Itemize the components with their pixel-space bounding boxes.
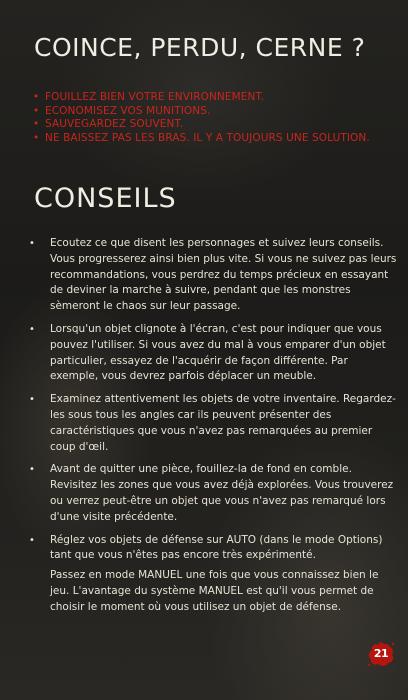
advice-item	[26, 322, 398, 385]
advice-bullet: •	[29, 464, 35, 476]
advice-text: Lorsqu'un objet clignote à l'écran, c'est pour indiquer que vous pouvez l'utiliser. Si vous avez du mal à vous emparer d'un objet particulier, essayez de l'acquérir de façon différente. Par exemple, vous devrez parfois déplacer un meuble.	[50, 322, 386, 383]
advice-bullet: •	[29, 394, 35, 406]
tip-bullet: •	[33, 131, 40, 144]
advice-bullet: •	[29, 238, 35, 249]
advice-text: Ecoutez ce que disent les personnages et suivez leurs conseils. Vous progresserez ainsi bien plus vite. Si vous ne suivez pas leurs recommandations, vous perdrez du temps précieux en essayant de deviner la marche à suivre, pendant que les monstres sèmeront le chaos sur leur passage.	[50, 237, 397, 313]
advice-continuation	[26, 568, 398, 615]
advice-bullet: •	[29, 323, 35, 335]
advice-list	[26, 236, 398, 623]
page-number: 21	[373, 647, 389, 660]
quick-tip	[33, 105, 393, 119]
quick-tip-text: SAUVEGARDEZ SOUVENT.	[45, 118, 184, 130]
quick-tip	[33, 91, 393, 105]
advice-text: Avant de quitter une pièce, fouillez-la de fond en comble. Revisitez les zones que vous avez déjà explorées. Vous trouverez ou verrez peut-être un objet que vous n'avez pas remarqué lors d'une visite précédente.	[50, 463, 394, 523]
quick-tip-text: FOUILLEZ BIEN VOTRE ENVIRONNEMENT.	[45, 91, 265, 103]
advice-text: Examinez attentivement les objets de votre inventaire. Regardez-les sous tous les angles car ils peuvent présenter des caractéristiques que vous n'avez pas remarquées au premier coup d'œil.	[50, 393, 396, 453]
quick-tip-text: NE BAISSEZ PAS LES BRAS. IL Y A TOUJOURS UNE SOLUTION.	[45, 131, 370, 144]
advice-item	[26, 533, 398, 565]
page-title: COINCE, PERDU, CERNE ?	[34, 33, 366, 62]
tip-bullet: •	[33, 91, 40, 103]
page-number-badge	[367, 640, 395, 668]
advice-text: Passez en mode MANUEL une fois que vous connaissez bien le jeu. L'avantage du système MANUEL est qu'il vous permet de choisir le moment où vous utilisez un objet de défense.	[50, 569, 379, 613]
quick-tip	[33, 118, 393, 132]
quick-tip	[33, 132, 393, 146]
advice-bullet: •	[29, 534, 35, 546]
advice-item	[26, 392, 398, 455]
quick-tip-text: ECONOMISEZ VOS MUNITIONS.	[45, 104, 211, 117]
tip-bullet: •	[33, 118, 40, 130]
advice-text: Réglez vos objets de défense sur AUTO (dans le mode Options) tant que vous n'êtes pas encore très expérimenté.	[50, 533, 383, 562]
advice-item	[26, 462, 398, 525]
section-heading: CONSEILS	[34, 183, 177, 214]
tip-bullet: •	[33, 104, 40, 117]
quick-tips-list	[33, 91, 393, 145]
advice-item	[26, 236, 398, 315]
